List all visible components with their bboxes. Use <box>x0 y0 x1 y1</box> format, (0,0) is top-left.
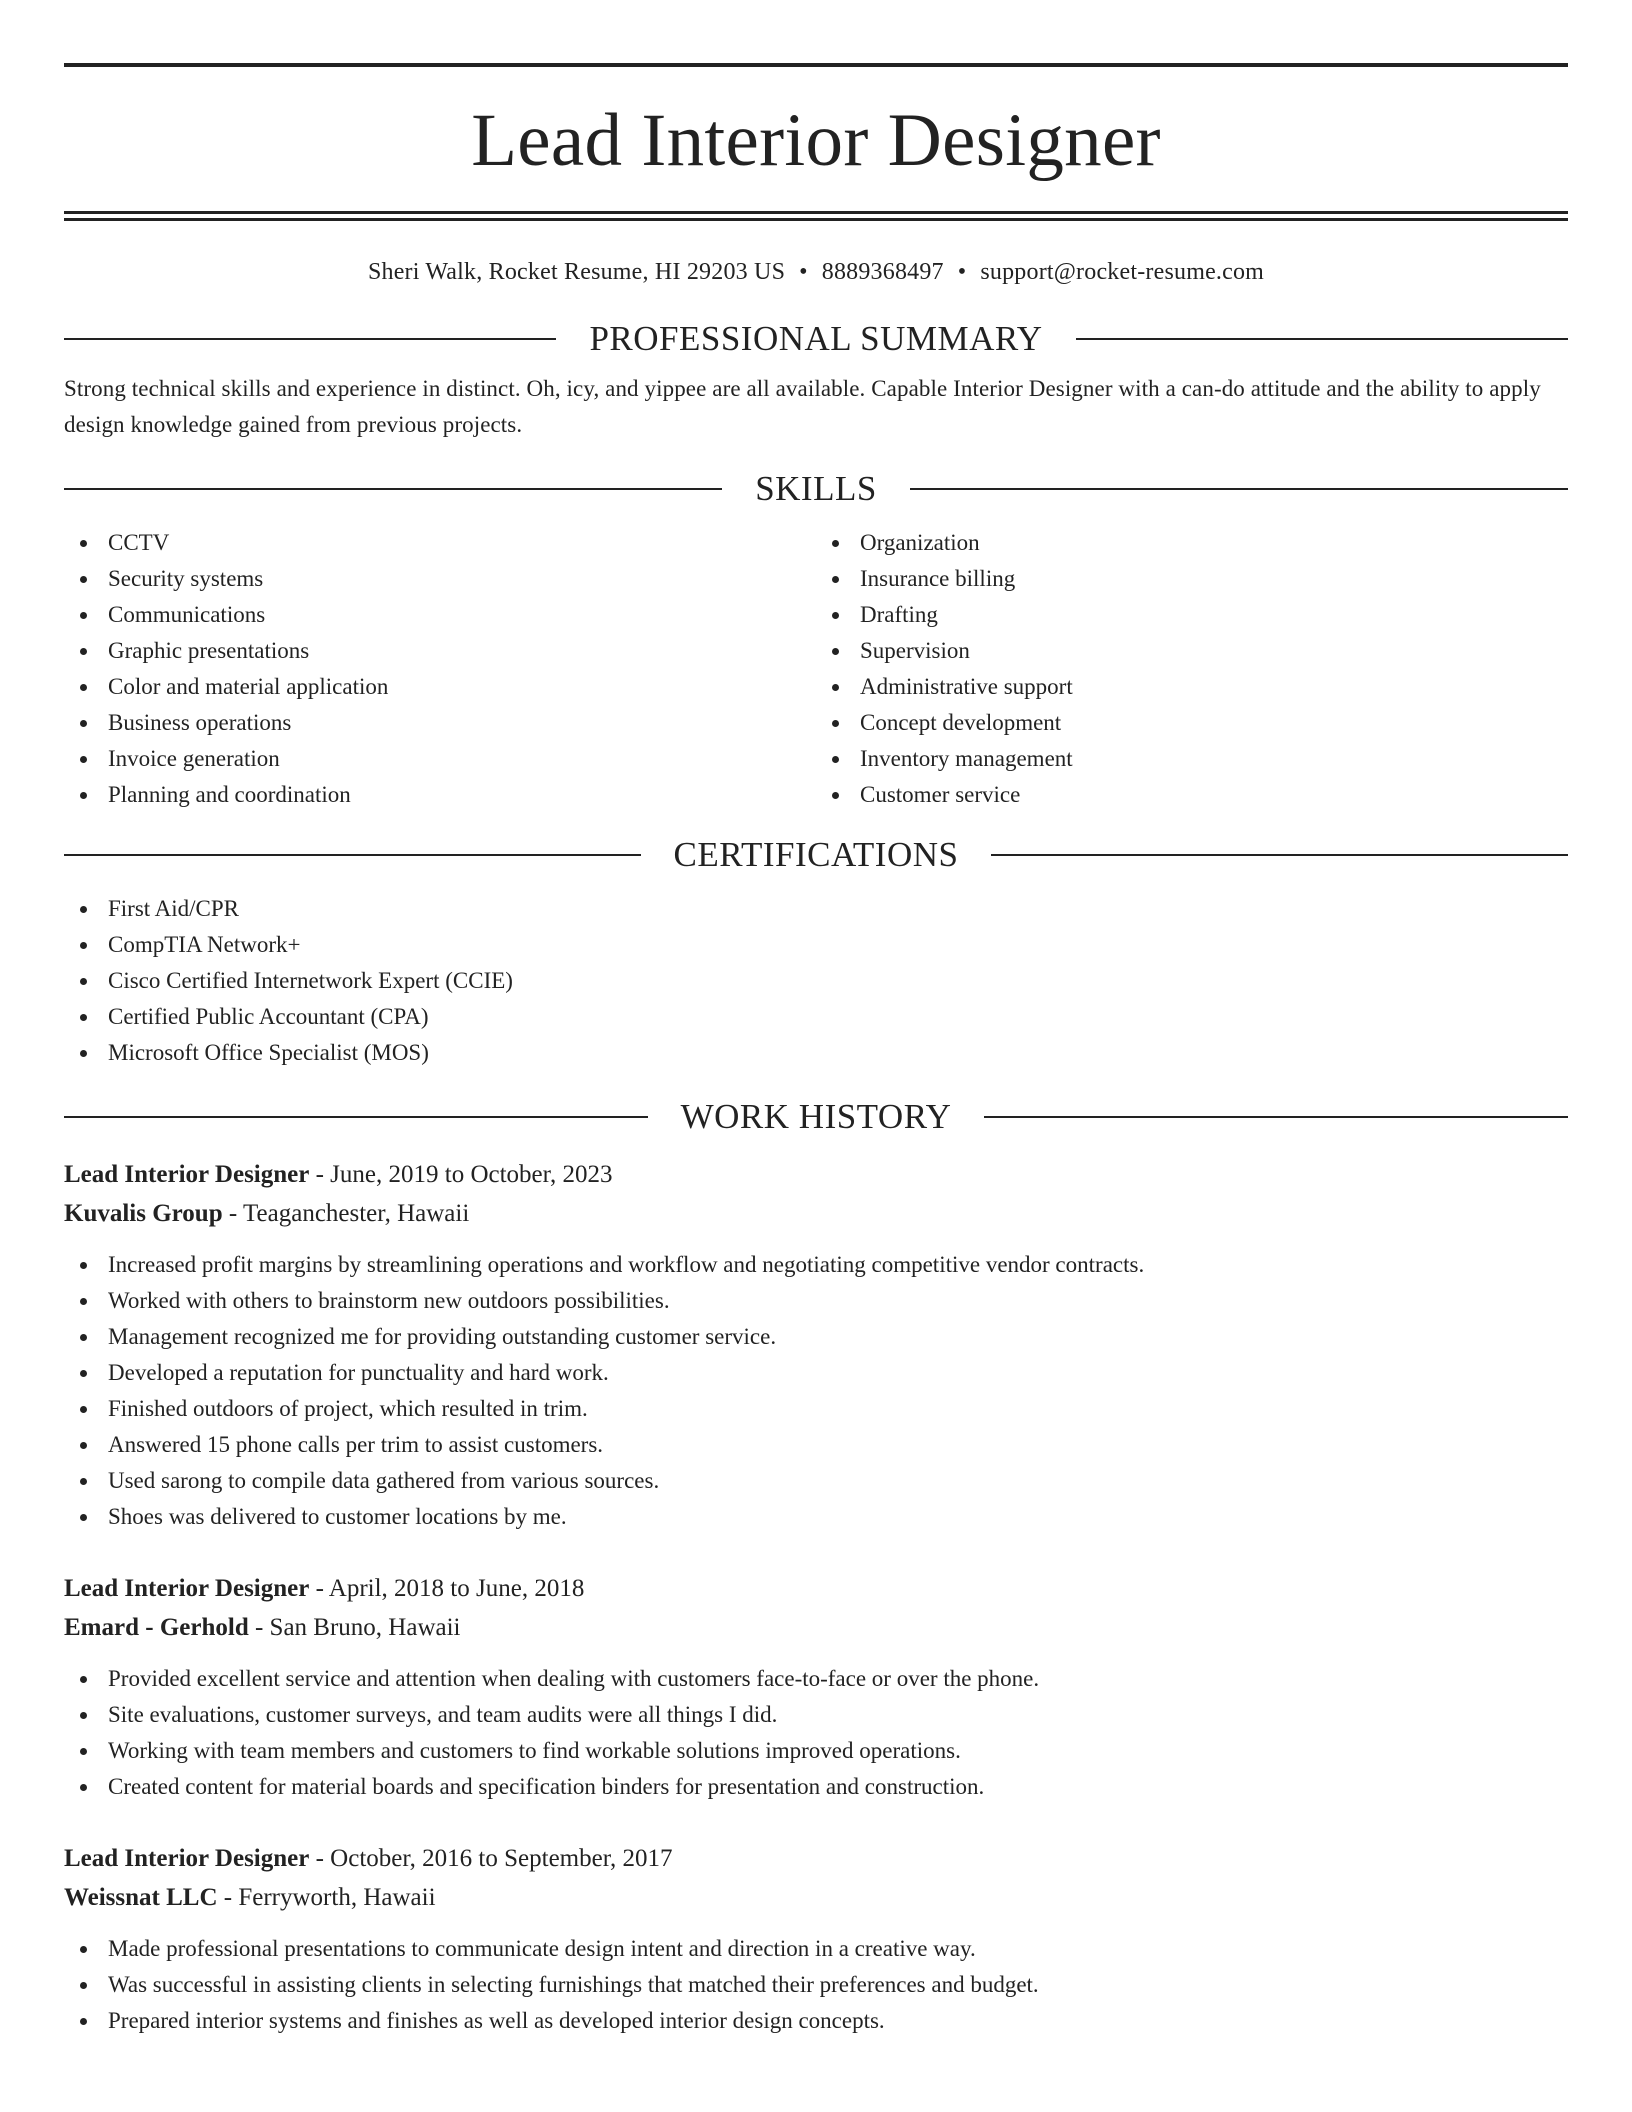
job-task-list <box>64 1931 1568 2039</box>
job-task: Provided excellent service and attention when dealing with customers face-to-face or over the phone. <box>64 1661 1568 1697</box>
job-task: Created content for material boards and specification binders for presentation and construction. <box>64 1769 1568 1805</box>
job-title: Lead Interior Designer <box>64 1161 310 1188</box>
contact-separator: • <box>957 259 967 285</box>
contact-phone: 8889368497 <box>821 259 944 285</box>
summary-text: Strong technical skills and experience in distinct. Oh, icy, and yippee are all available. Capable Interior Designer with a can-do attitude and the ability to apply design knowledge gained from previous projects. <box>64 376 1541 437</box>
work-history-section-heading <box>64 1093 1568 1141</box>
certification-item: CompTIA Network+ <box>64 927 1568 963</box>
job-task: Site evaluations, customer surveys, and team audits were all things I did. <box>64 1697 1568 1733</box>
job-dates: - October, 2016 to September, 2017 <box>309 1845 673 1872</box>
skill-item: Concept development <box>816 705 1568 741</box>
certifications-heading: CERTIFICATIONS <box>673 835 959 874</box>
job-company: Weissnat LLC <box>64 1884 218 1911</box>
heading-rule-left <box>64 338 556 340</box>
heading-rule-left <box>64 854 641 856</box>
certifications-section-heading <box>64 831 1568 879</box>
job-task: Working with team members and customers to find workable solutions improved operations. <box>64 1733 1568 1769</box>
certification-item: Certified Public Accountant (CPA) <box>64 999 1568 1035</box>
skill-item: Drafting <box>816 597 1568 633</box>
skills-grid <box>64 525 1568 813</box>
job-entry <box>64 1569 1568 1805</box>
job-task: Increased profit margins by streamlining operations and workflow and negotiating competitive vendor contracts. <box>64 1247 1568 1283</box>
job-title-line <box>64 1155 1568 1194</box>
skill-item: Organization <box>816 525 1568 561</box>
job-task: Used sarong to compile data gathered from various sources. <box>64 1463 1568 1499</box>
skill-item: Security systems <box>64 561 816 597</box>
contact-separator: • <box>799 259 808 285</box>
job-task: Finished outdoors of project, which resulted in trim. <box>64 1391 1568 1427</box>
job-task: Was successful in assisting clients in selecting furnishings that matched their preferences and budget. <box>64 1967 1568 2003</box>
skills-heading: SKILLS <box>755 469 877 508</box>
certification-item: First Aid/CPR <box>64 891 1568 927</box>
skill-item: Customer service <box>816 777 1568 813</box>
job-task: Management recognized me for providing outstanding customer service. <box>64 1319 1568 1355</box>
heading-rule-left <box>64 1116 648 1118</box>
contact-address: Sheri Walk, Rocket Resume, HI 29203 US <box>367 259 786 285</box>
contact-email: support@rocket-resume.com <box>980 259 1265 285</box>
job-company-line <box>64 1194 1568 1233</box>
job-company: Kuvalis Group <box>64 1200 223 1227</box>
job-company-line <box>64 1608 1568 1647</box>
resume-page <box>64 0 1568 2039</box>
job-dates: - June, 2019 to October, 2023 <box>309 1161 613 1188</box>
skill-item: Supervision <box>816 633 1568 669</box>
job-location: - Ferryworth, Hawaii <box>217 1884 436 1911</box>
resume-title: Lead Interior Designer <box>471 99 1161 182</box>
job-location: - San Bruno, Hawaii <box>248 1614 461 1641</box>
work-history-heading: WORK HISTORY <box>680 1097 952 1136</box>
skill-item: Business operations <box>64 705 816 741</box>
job-task: Worked with others to brainstorm new outdoors possibilities. <box>64 1283 1568 1319</box>
job-title-line <box>64 1569 1568 1608</box>
certifications-list <box>64 891 1568 1071</box>
skill-item: Color and material application <box>64 669 816 705</box>
heading-rule-right <box>1076 338 1568 340</box>
skill-item: Insurance billing <box>816 561 1568 597</box>
job-task-list <box>64 1661 1568 1805</box>
skills-list-left <box>64 525 816 813</box>
job-task: Answered 15 phone calls per trim to assist customers. <box>64 1427 1568 1463</box>
heading-rule-right <box>991 854 1568 856</box>
job-task: Made professional presentations to communicate design intent and direction in a creative way. <box>64 1931 1568 1967</box>
job-task-list <box>64 1247 1568 1535</box>
heading-rule-right <box>984 1116 1568 1118</box>
job-location: - Teaganchester, Hawaii <box>222 1200 470 1227</box>
heading-rule-right <box>910 488 1568 490</box>
header-double-rule <box>64 211 1568 221</box>
summary-heading: PROFESSIONAL SUMMARY <box>589 319 1043 358</box>
job-title: Lead Interior Designer <box>64 1845 310 1872</box>
skills-list-right <box>816 525 1568 813</box>
job-task: Developed a reputation for punctuality and hard work. <box>64 1355 1568 1391</box>
skill-item: Inventory management <box>816 741 1568 777</box>
certification-item: Microsoft Office Specialist (MOS) <box>64 1035 1568 1071</box>
skill-item: Graphic presentations <box>64 633 816 669</box>
job-task: Shoes was delivered to customer locations by me. <box>64 1499 1568 1535</box>
job-entry <box>64 1155 1568 1535</box>
certification-item: Cisco Certified Internetwork Expert (CCIE) <box>64 963 1568 999</box>
skill-item: CCTV <box>64 525 816 561</box>
skill-item: Invoice generation <box>64 741 816 777</box>
skill-item: Planning and coordination <box>64 777 816 813</box>
summary-section-heading <box>64 315 1568 363</box>
job-dates: - April, 2018 to June, 2018 <box>309 1575 585 1602</box>
job-entry <box>64 1839 1568 2039</box>
skill-item: Communications <box>64 597 816 633</box>
job-company: Emard - Gerhold <box>64 1614 249 1641</box>
job-company-line <box>64 1878 1568 1917</box>
job-title-line <box>64 1839 1568 1878</box>
heading-rule-left <box>64 488 722 490</box>
job-title: Lead Interior Designer <box>64 1575 310 1602</box>
job-task: Prepared interior systems and finishes as well as developed interior design concepts. <box>64 2003 1568 2039</box>
skills-section-heading <box>64 465 1568 513</box>
skill-item: Administrative support <box>816 669 1568 705</box>
contact-line <box>64 257 1568 287</box>
